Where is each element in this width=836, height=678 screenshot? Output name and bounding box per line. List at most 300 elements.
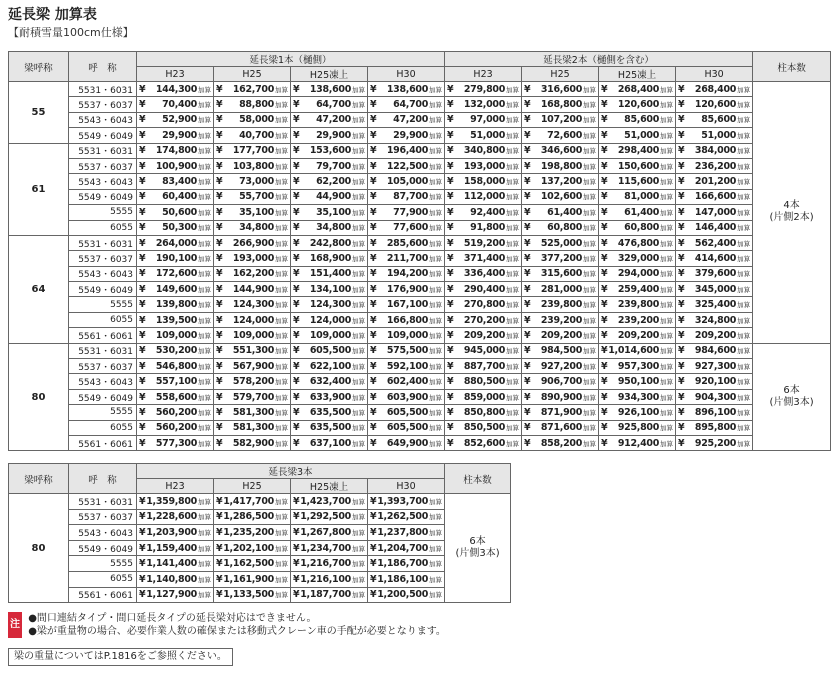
price-amount bbox=[695, 207, 750, 218]
yen-symbol: ¥ bbox=[370, 360, 377, 372]
yen-symbol: ¥ bbox=[370, 145, 377, 157]
model-name: 5555 bbox=[69, 297, 137, 312]
yen-symbol: ¥ bbox=[601, 314, 608, 326]
price-amount bbox=[162, 191, 211, 202]
price-cell bbox=[522, 205, 599, 220]
posts-count-note: (片側3本) bbox=[455, 548, 500, 560]
yen-symbol: ¥ bbox=[216, 252, 223, 264]
add-label: 加算 bbox=[737, 408, 751, 417]
price-value: 530,200 bbox=[155, 345, 197, 357]
price-value: 632,400 bbox=[309, 376, 351, 388]
price-cell bbox=[214, 297, 291, 312]
price-value: 51,000 bbox=[624, 129, 660, 141]
add-label: 加算 bbox=[352, 147, 365, 156]
yen-symbol: ¥ bbox=[370, 314, 377, 326]
price-amount bbox=[701, 114, 750, 125]
add-label: 加算 bbox=[506, 393, 520, 402]
yen-symbol: ¥ bbox=[601, 252, 608, 264]
yen-symbol: ¥ bbox=[216, 406, 223, 418]
add-label: 加算 bbox=[429, 497, 443, 506]
price-amount bbox=[695, 392, 750, 403]
yen-symbol: ¥ bbox=[370, 237, 377, 249]
add-label: 加算 bbox=[198, 528, 211, 537]
price-amount bbox=[239, 130, 288, 141]
price-amount bbox=[310, 376, 365, 387]
price-amount bbox=[695, 345, 750, 356]
price-value: 852,600 bbox=[463, 437, 506, 449]
price-cell bbox=[599, 82, 676, 97]
note-line: ●間口連結タイプ・間口延長タイプの延長梁対応はできません。 bbox=[28, 613, 317, 624]
beam-name: 80 bbox=[9, 494, 69, 603]
price-amount bbox=[387, 238, 442, 249]
add-label: 加算 bbox=[737, 301, 751, 310]
price-value: 551,300 bbox=[232, 345, 274, 357]
yen-symbol: ¥ bbox=[524, 222, 531, 234]
add-label: 加算 bbox=[352, 116, 365, 125]
add-label: 加算 bbox=[429, 85, 443, 94]
price-cell bbox=[676, 312, 753, 327]
add-label: 加算 bbox=[198, 544, 211, 553]
add-label: 加算 bbox=[660, 254, 674, 263]
header-beam-name: 梁呼称 bbox=[9, 464, 69, 494]
price-amount bbox=[387, 407, 442, 418]
yen-symbol: ¥ bbox=[139, 558, 146, 570]
price-cell bbox=[137, 174, 214, 189]
price-cell bbox=[137, 312, 214, 327]
price-value: 1,417,700 bbox=[223, 495, 274, 507]
price-cell bbox=[445, 312, 522, 327]
add-label: 加算 bbox=[429, 591, 443, 600]
price-cell bbox=[445, 420, 522, 435]
price-amount bbox=[695, 268, 750, 279]
price-cell bbox=[214, 158, 291, 173]
price-amount bbox=[233, 361, 288, 372]
price-cell bbox=[445, 143, 522, 158]
price-cell bbox=[445, 220, 522, 235]
yen-symbol: ¥ bbox=[601, 176, 608, 188]
price-cell bbox=[291, 509, 368, 525]
add-label: 加算 bbox=[429, 285, 443, 294]
yen-symbol: ¥ bbox=[139, 406, 146, 418]
price-amount bbox=[310, 315, 365, 326]
yen-symbol: ¥ bbox=[139, 511, 146, 523]
price-value: 1,159,400 bbox=[146, 542, 197, 554]
add-label: 加算 bbox=[275, 591, 288, 600]
model-name: 6055 bbox=[69, 220, 137, 235]
price-value: 144,900 bbox=[232, 283, 274, 295]
yen-symbol: ¥ bbox=[139, 526, 146, 538]
price-amount bbox=[464, 345, 519, 356]
price-cell bbox=[599, 389, 676, 404]
price-cell bbox=[214, 359, 291, 374]
price-amount bbox=[162, 99, 211, 110]
price-value: 984,500 bbox=[540, 345, 583, 357]
price-value: 40,700 bbox=[239, 129, 274, 141]
yen-symbol: ¥ bbox=[601, 360, 608, 372]
price-value: 149,600 bbox=[155, 283, 197, 295]
table-row bbox=[9, 220, 831, 235]
yen-symbol: ¥ bbox=[370, 345, 377, 357]
price-value: 146,400 bbox=[694, 222, 737, 234]
price-cell bbox=[214, 143, 291, 158]
price-value: 633,900 bbox=[309, 391, 351, 403]
price-value: 268,400 bbox=[617, 83, 660, 95]
table-row bbox=[9, 494, 511, 510]
price-value: 91,800 bbox=[470, 222, 506, 234]
price-value: 209,200 bbox=[617, 329, 660, 341]
yen-symbol: ¥ bbox=[293, 329, 300, 341]
yen-symbol: ¥ bbox=[293, 206, 300, 218]
yen-symbol: ¥ bbox=[447, 206, 454, 218]
yen-symbol: ¥ bbox=[370, 206, 377, 218]
price-value: 635,500 bbox=[309, 406, 351, 418]
price-cell bbox=[676, 112, 753, 127]
price-amount bbox=[387, 253, 442, 264]
price-amount bbox=[464, 238, 519, 249]
price-value: 52,900 bbox=[162, 114, 197, 126]
price-cell bbox=[368, 97, 445, 112]
price-value: 345,000 bbox=[694, 283, 737, 295]
price-amount bbox=[695, 438, 750, 449]
yen-symbol: ¥ bbox=[524, 268, 531, 280]
price-value: 138,600 bbox=[386, 83, 429, 95]
price-amount bbox=[156, 330, 211, 341]
price-value: 198,800 bbox=[540, 160, 583, 172]
price-value: 560,200 bbox=[155, 406, 197, 418]
add-label: 加算 bbox=[198, 131, 211, 140]
price-cell bbox=[368, 251, 445, 266]
price-cell bbox=[137, 420, 214, 435]
price-cell bbox=[291, 266, 368, 281]
price-value: 1,216,100 bbox=[300, 573, 351, 585]
price-amount bbox=[162, 114, 211, 125]
price-cell bbox=[137, 158, 214, 173]
price-cell bbox=[599, 128, 676, 143]
add-label: 加算 bbox=[660, 347, 674, 356]
yen-symbol: ¥ bbox=[139, 589, 146, 601]
price-value: 984,600 bbox=[694, 345, 737, 357]
subheader: H30 bbox=[368, 67, 445, 82]
price-value: 162,700 bbox=[232, 83, 274, 95]
price-cell bbox=[522, 128, 599, 143]
price-value: 109,000 bbox=[155, 329, 197, 341]
add-label: 加算 bbox=[352, 270, 365, 279]
price-cell bbox=[137, 128, 214, 143]
price-value: 153,600 bbox=[309, 145, 351, 157]
price-amount bbox=[387, 330, 442, 341]
add-label: 加算 bbox=[737, 331, 751, 340]
table-row bbox=[9, 525, 511, 541]
price-cell bbox=[522, 328, 599, 343]
price-cell bbox=[291, 82, 368, 97]
price-amount bbox=[387, 299, 442, 310]
add-label: 加算 bbox=[198, 270, 211, 279]
yen-symbol: ¥ bbox=[370, 299, 377, 311]
yen-symbol: ¥ bbox=[139, 314, 146, 326]
price-value: 61,400 bbox=[547, 206, 583, 218]
price-cell bbox=[368, 158, 445, 173]
yen-symbol: ¥ bbox=[216, 314, 223, 326]
price-value: 603,900 bbox=[386, 391, 429, 403]
add-label: 加算 bbox=[660, 362, 674, 371]
table-row bbox=[9, 266, 831, 281]
price-cell bbox=[676, 143, 753, 158]
price-amount bbox=[162, 176, 211, 187]
add-label: 加算 bbox=[275, 131, 288, 140]
add-label: 加算 bbox=[660, 85, 674, 94]
yen-symbol: ¥ bbox=[447, 329, 454, 341]
price-amount bbox=[695, 238, 750, 249]
price-cell bbox=[676, 374, 753, 389]
price-value: 562,400 bbox=[694, 237, 737, 249]
price-amount bbox=[695, 330, 750, 341]
price-cell bbox=[368, 343, 445, 358]
yen-symbol: ¥ bbox=[524, 360, 531, 372]
price-value: 270,800 bbox=[463, 299, 506, 311]
add-label: 加算 bbox=[352, 178, 365, 187]
yen-symbol: ¥ bbox=[139, 391, 146, 403]
yen-symbol: ¥ bbox=[370, 526, 377, 538]
yen-symbol: ¥ bbox=[601, 237, 608, 249]
price-value: 887,700 bbox=[463, 360, 506, 372]
price-amount bbox=[223, 496, 288, 507]
price-value: 79,700 bbox=[316, 160, 351, 172]
add-label: 加算 bbox=[737, 116, 751, 125]
add-label: 加算 bbox=[352, 439, 365, 448]
add-label: 加算 bbox=[275, 528, 288, 537]
yen-symbol: ¥ bbox=[293, 345, 300, 357]
price-cell bbox=[291, 374, 368, 389]
add-label: 加算 bbox=[429, 331, 443, 340]
posts-count-note: (片側3本) bbox=[769, 397, 814, 408]
price-cell bbox=[445, 189, 522, 204]
price-amount bbox=[156, 407, 211, 418]
yen-symbol: ¥ bbox=[139, 268, 146, 280]
yen-symbol: ¥ bbox=[216, 283, 223, 295]
yen-symbol: ¥ bbox=[370, 114, 377, 126]
header-posts: 柱本数 bbox=[753, 52, 831, 82]
price-cell bbox=[137, 112, 214, 127]
price-amount bbox=[541, 345, 596, 356]
price-amount bbox=[387, 284, 442, 295]
price-cell bbox=[599, 174, 676, 189]
price-amount bbox=[239, 176, 288, 187]
price-value: 139,500 bbox=[155, 314, 197, 326]
price-amount bbox=[618, 422, 673, 433]
price-value: 1,228,600 bbox=[146, 511, 197, 523]
price-amount bbox=[695, 284, 750, 295]
add-label: 加算 bbox=[429, 316, 443, 325]
price-value: 290,400 bbox=[463, 283, 506, 295]
yen-symbol: ¥ bbox=[601, 191, 608, 203]
price-amount bbox=[156, 315, 211, 326]
price-amount bbox=[701, 130, 750, 141]
price-cell bbox=[676, 189, 753, 204]
yen-symbol: ¥ bbox=[447, 314, 454, 326]
price-amount bbox=[223, 527, 288, 538]
header-beam-name: 梁呼称 bbox=[9, 52, 69, 82]
price-amount bbox=[310, 345, 365, 356]
yen-symbol: ¥ bbox=[601, 129, 608, 141]
price-amount bbox=[695, 315, 750, 326]
price-cell bbox=[445, 359, 522, 374]
yen-symbol: ¥ bbox=[447, 176, 454, 188]
model-name: 5549・6049 bbox=[69, 189, 137, 204]
model-name: 5549・6049 bbox=[69, 128, 137, 143]
add-label: 加算 bbox=[352, 408, 365, 417]
model-name: 5537・6037 bbox=[69, 158, 137, 173]
price-cell bbox=[291, 282, 368, 297]
price-amount bbox=[233, 315, 288, 326]
add-label: 加算 bbox=[660, 162, 674, 171]
table-row bbox=[9, 435, 831, 450]
table-row bbox=[9, 587, 511, 603]
add-label: 加算 bbox=[737, 162, 751, 171]
header-call-name: 呼 称 bbox=[69, 52, 137, 82]
price-value: 239,200 bbox=[617, 314, 660, 326]
price-cell bbox=[214, 525, 291, 541]
yen-symbol: ¥ bbox=[370, 437, 377, 449]
price-amount bbox=[233, 145, 288, 156]
add-label: 加算 bbox=[429, 513, 443, 522]
price-value: 176,900 bbox=[386, 283, 429, 295]
price-cell bbox=[445, 112, 522, 127]
yen-symbol: ¥ bbox=[524, 345, 531, 357]
price-value: 47,200 bbox=[393, 114, 429, 126]
model-name: 5537・6037 bbox=[69, 251, 137, 266]
add-label: 加算 bbox=[660, 224, 674, 233]
price-amount bbox=[547, 207, 596, 218]
price-value: 1,140,800 bbox=[146, 573, 197, 585]
add-label: 加算 bbox=[352, 224, 365, 233]
model-name: 6055 bbox=[69, 420, 137, 435]
add-label: 加算 bbox=[660, 316, 674, 325]
add-label: 加算 bbox=[352, 208, 365, 217]
price-cell bbox=[599, 97, 676, 112]
price-amount bbox=[387, 438, 442, 449]
yen-symbol: ¥ bbox=[370, 160, 377, 172]
price-amount bbox=[239, 114, 288, 125]
add-label: 加算 bbox=[429, 378, 443, 387]
subheader: H25凍上 bbox=[291, 67, 368, 82]
price-value: 102,600 bbox=[540, 191, 583, 203]
yen-symbol: ¥ bbox=[370, 222, 377, 234]
price-cell bbox=[599, 359, 676, 374]
price-cell bbox=[291, 97, 368, 112]
price-cell bbox=[291, 189, 368, 204]
add-label: 加算 bbox=[275, 408, 288, 417]
model-name: 5537・6037 bbox=[69, 97, 137, 112]
price-cell bbox=[214, 112, 291, 127]
price-cell bbox=[368, 312, 445, 327]
price-amount bbox=[156, 438, 211, 449]
yen-symbol: ¥ bbox=[139, 145, 146, 157]
yen-symbol: ¥ bbox=[370, 558, 377, 570]
price-value: 1,292,500 bbox=[300, 511, 351, 523]
price-cell bbox=[522, 389, 599, 404]
model-name: 5531・6031 bbox=[69, 143, 137, 158]
price-value: 279,800 bbox=[463, 83, 506, 95]
yen-symbol: ¥ bbox=[524, 237, 531, 249]
yen-symbol: ¥ bbox=[216, 83, 223, 95]
price-value: 1,202,100 bbox=[223, 542, 274, 554]
add-label: 加算 bbox=[506, 239, 520, 248]
price-amount bbox=[695, 145, 750, 156]
add-label: 加算 bbox=[660, 193, 674, 202]
add-label: 加算 bbox=[506, 362, 520, 371]
add-label: 加算 bbox=[583, 424, 597, 433]
price-amount bbox=[377, 574, 442, 585]
price-value: 578,200 bbox=[232, 376, 274, 388]
price-cell bbox=[368, 143, 445, 158]
add-label: 加算 bbox=[275, 116, 288, 125]
price-value: 906,700 bbox=[540, 376, 583, 388]
price-cell bbox=[291, 297, 368, 312]
price-value: 134,100 bbox=[309, 283, 351, 295]
price-value: 64,700 bbox=[393, 99, 429, 111]
yen-symbol: ¥ bbox=[524, 329, 531, 341]
yen-symbol: ¥ bbox=[293, 83, 300, 95]
price-amount bbox=[310, 330, 365, 341]
yen-symbol: ¥ bbox=[524, 191, 531, 203]
price-amount bbox=[377, 543, 442, 554]
add-label: 加算 bbox=[660, 424, 674, 433]
subheader: H25 bbox=[522, 67, 599, 82]
price-amount bbox=[541, 422, 596, 433]
price-value: 880,500 bbox=[463, 376, 506, 388]
model-name: 5543・6043 bbox=[69, 374, 137, 389]
add-label: 加算 bbox=[737, 131, 751, 140]
add-label: 加算 bbox=[429, 528, 443, 537]
price-amount bbox=[541, 315, 596, 326]
price-amount bbox=[464, 284, 519, 295]
yen-symbol: ¥ bbox=[447, 145, 454, 157]
price-cell bbox=[676, 266, 753, 281]
yen-symbol: ¥ bbox=[447, 422, 454, 434]
price-cell bbox=[445, 374, 522, 389]
price-value: 605,500 bbox=[386, 406, 429, 418]
price-value: 266,900 bbox=[232, 237, 274, 249]
price-cell bbox=[599, 158, 676, 173]
price-value: 109,000 bbox=[309, 329, 351, 341]
price-amount bbox=[316, 222, 365, 233]
add-label: 加算 bbox=[506, 270, 520, 279]
yen-symbol: ¥ bbox=[447, 406, 454, 418]
price-cell bbox=[214, 97, 291, 112]
price-cell bbox=[599, 405, 676, 420]
price-value: 132,000 bbox=[463, 99, 506, 111]
price-amount bbox=[541, 376, 596, 387]
yen-symbol: ¥ bbox=[139, 176, 146, 188]
price-cell bbox=[522, 312, 599, 327]
add-label: 加算 bbox=[737, 285, 751, 294]
price-cell bbox=[676, 174, 753, 189]
price-amount bbox=[377, 589, 442, 600]
price-cell bbox=[676, 282, 753, 297]
yen-symbol: ¥ bbox=[293, 252, 300, 264]
table-row bbox=[9, 389, 831, 404]
price-value: 577,300 bbox=[155, 437, 197, 449]
yen-symbol: ¥ bbox=[293, 511, 300, 523]
price-value: 51,000 bbox=[701, 129, 737, 141]
price-cell bbox=[599, 143, 676, 158]
price-value: 190,100 bbox=[155, 252, 197, 264]
yen-symbol: ¥ bbox=[447, 268, 454, 280]
price-cell bbox=[599, 205, 676, 220]
price-value: 44,900 bbox=[316, 191, 351, 203]
price-cell bbox=[137, 540, 214, 556]
yen-symbol: ¥ bbox=[447, 345, 454, 357]
